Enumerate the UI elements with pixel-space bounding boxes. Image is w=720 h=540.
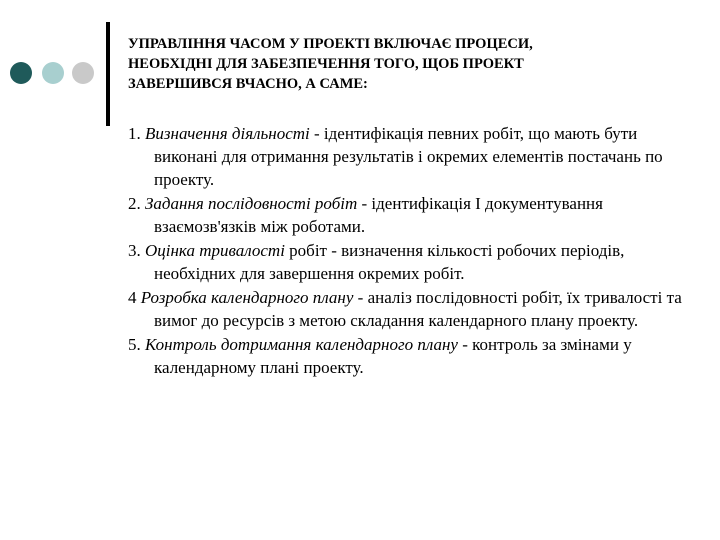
item-number: 2. xyxy=(128,194,145,213)
process-list xyxy=(128,122,698,380)
item-number: 5. xyxy=(128,335,145,354)
list-item xyxy=(128,239,698,285)
title-line-3: ЗАВЕРШИВСЯ ВЧАСНО, А САМЕ: xyxy=(128,76,368,92)
item-number: 4 xyxy=(128,288,141,307)
item-number: 1. xyxy=(128,124,145,143)
item-description: - контроль за змінами у календарному плані проекту. xyxy=(154,335,632,377)
item-term: Контроль дотримання календарного плану xyxy=(145,335,458,354)
item-term: Визначення діяльності xyxy=(145,124,310,143)
list-item xyxy=(128,192,698,238)
item-term: Оцінка тривалості xyxy=(145,241,285,260)
item-description: - ідентифікація І документування взаємозв'язків між роботами. xyxy=(154,194,603,236)
light-teal-dot-icon xyxy=(42,62,64,84)
vertical-divider xyxy=(106,22,110,126)
list-item xyxy=(128,286,698,332)
light-gray-dot-icon xyxy=(72,62,94,84)
decorative-dots xyxy=(10,62,95,86)
item-description: робіт - визначення кількості робочих періодів, необхідних для завершення окремих робіт. xyxy=(154,241,625,283)
item-term: Задання послідовності робіт xyxy=(145,194,358,213)
title-line-2: НЕОБХІДНІ ДЛЯ ЗАБЕЗПЕЧЕННЯ ТОГО, ЩОБ ПРОЕКТ xyxy=(128,56,524,72)
slide-title xyxy=(128,34,688,94)
item-number: 3. xyxy=(128,241,145,260)
dark-dot-icon xyxy=(10,62,32,84)
list-item xyxy=(128,333,698,379)
item-description: - аналіз послідовності робіт, їх тривалості та вимог до ресурсів з метою складання календарного плану проекту. xyxy=(154,288,682,330)
list-item xyxy=(128,122,698,191)
item-term: Розробка календарного плану xyxy=(140,288,354,307)
item-description: - ідентифікація певних робіт, що мають бути виконані для отримання результатів і окремих елементів постачань по проекту. xyxy=(154,124,663,189)
title-line-1: УПРАВЛІННЯ ЧАСОМ У ПРОЕКТІ ВКЛЮЧАЄ ПРОЦЕСИ, xyxy=(128,36,533,52)
